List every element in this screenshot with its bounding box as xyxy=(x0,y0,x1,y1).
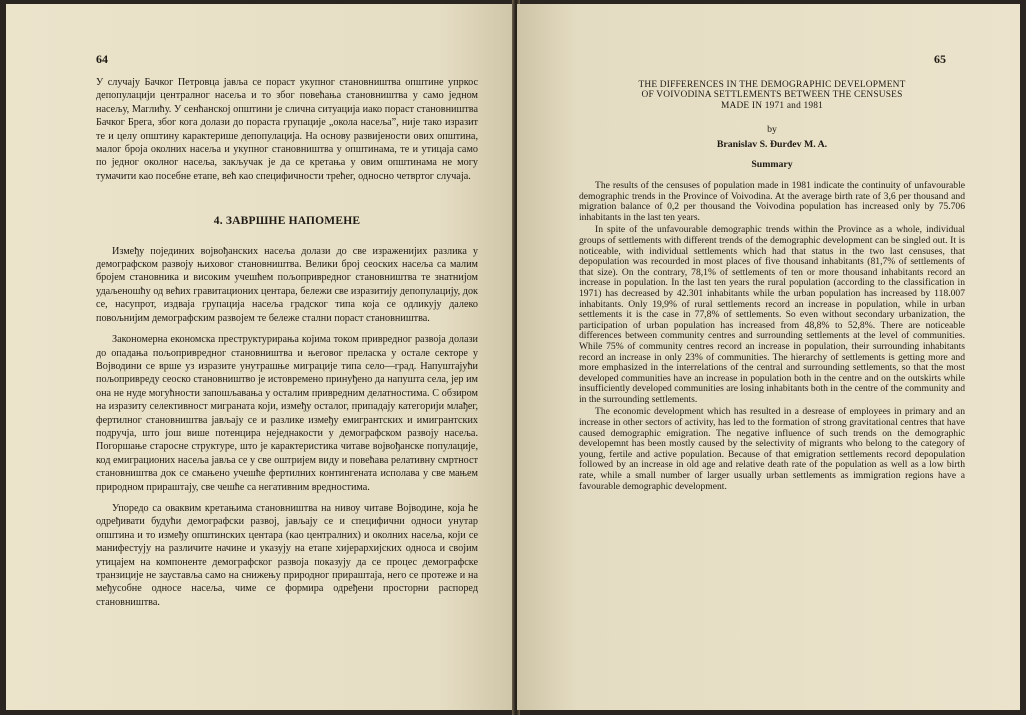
summary-paragraph-2: In spite of the unfavourable demographic trends within the Province as a whole, individual groups of settlements with different trends of the demographic development can be singled out. It is noticeable, with individual settlements which had that status in the two last censuses, that depopulation was recourded in most places of five thousand inhabitants (81,7% of settlements of that size). On the contrary, 78,1% of settlements of ten or more thousand inhabitants record an increase in population. In the last ten years the rural population (according to the classification in 1971) has decreased by 42.301 inhabitants while the urban population has increased by 118.007 inhabitants. Only 19,9% of rural settlements record an increase in population, while in urban settlements it is the case in 77,8% of settlements. So even without secondary urbanization, the participation of urban population has increased from 48,8% to 52,8%. There are noticeable differences between community centres and surrounding settlements at the level of communities. While 75% of community centres record an increase in population, their surrounding inhabitants record an increase in only 23% of communities. The hierarchy of settlements is getting more and more emphasized in the interrelations of the central and surrounding settlements, so that the most developed communities have an increase in population both in the centre and on the outskirts while insufficiently developed communities are losing inhabitants both in the centre of the community and in the surrounding settlements. xyxy=(579,224,965,405)
left-paragraph-3: Закономерна економска преструктурирања којима током привредног развоја долази до опадања пољопривредног становништва и његовог преласка у остале секторе у Војводини се врше уз изразите унутрашње миграције типа село—град. Напуштајући пољопривреду сеоско становништво је истовремено принуђено да напушта села, јер им она не нуде могућности запошљавања у осталим привредним делатностима. С обзиром на изразиту селективност миграната који, између осталог, припадају категорији млађег, фертилног становништва јављају се и разлике између емигрантских и имигрантских подручја, што још више потенцира неједнакости у демографском развоју насеља. Погоршање старосне структуре, што је карактеристика читаве војвођанске популације, код емиграционих насеља јавља се у све оштријем виду и повећава релативну смртност становништва док се смањено учешће фертилних контингената исполава у све мањем природном прираштају, све чешће са негативним вредностима. xyxy=(96,334,478,493)
left-paragraph-2: Између појединих војвођанских насеља долази до све израженијих разлика у демографском развоју њиховог становништва. Велики број сеоских насеља са малим бројем становника и високим учешћем пољопривредног становништва те знатнијом удаљеношћу од већих гравитационих центара, бележи све изразитију депопулацију, док се, насупрот, издваја групација насеља градског типа која се одликују далеко повољнијим демографским развојем те бележе стални пораст становништва. xyxy=(96,245,478,324)
left-page-number: 64 xyxy=(96,52,108,66)
section-heading: 4. ЗАВРШНЕ НАПОМЕНЕ xyxy=(213,215,361,228)
right-page-number: 65 xyxy=(934,52,946,66)
title-line-1: THE DIFFERENCES IN THE DEMOGRAPHIC DEVELOPMENT xyxy=(638,80,906,90)
summary-heading: Summary xyxy=(751,159,793,171)
title-line-2: OF VOIVODINA SETTLEMENTS BETWEEN THE CENSUSES xyxy=(641,90,903,101)
author-name: Branislav S. Đurđev M. A. xyxy=(716,138,828,150)
summary-paragraph-3: The economic development which has resulted in a desrease of employees in primary and an increase in other sectors of activity, has led to the formation of strong gravitational centres that have caused demographic emigration. The negative influence of such trends on the demographic developemnt has been mostly caused by the selectivity of migrants who belong to the category of young, fertile and active population. Because of that emigration settlements record depopulation followed by an increase in old age and relative death rate of the population as well as a low birth rate, while a small number of larger usually urban settlements as immigration regions have a favourable demographic development. xyxy=(579,406,965,492)
summary-paragraph-1: The results of the censuses of population made in 1981 indicate the continuity of unfavourable demographic trends in the Province of Voivodina. At the average birth rate of 3,6 per thousand and migration balance of 0,2 per thousand the Voivodina population has increased only by 75.706 inhabitants in the last ten years. xyxy=(579,180,965,223)
left-page-body xyxy=(96,76,478,617)
right-page xyxy=(517,4,1020,710)
title-line-3: MADE IN 1971 and 1981 xyxy=(720,100,824,111)
left-paragraph-4: Упоредо са оваквим кретањима становништва на нивоу читаве Војводине, која ће одређивати будући демографски развој, јављају се и специфични односи унутар општина и то између општинских центара (као централних) и околних насеља, који се манифестују на различите начине и указују на етапе хијерархијских односа и својим утицајем на компоненте демографског развоја показују да се процес демографске транзиције не зауставља само на снижењу природног прираштаја, него се протеже и на међусобне односе насеља, чиме се формира одређени просторни распоред становништва. xyxy=(96,502,478,608)
article-title xyxy=(579,80,965,111)
left-page xyxy=(6,4,514,710)
right-page-body xyxy=(579,80,965,494)
by-line: by xyxy=(767,124,777,136)
left-paragraph-1: У случају Бачког Петровца јављa се пораст укупног становништва општине упркос депопулацији централног насеља и то због повећања становништва у само једном насељу, Маглићу. У сенћанској општини је слична ситуација иако пораст становништва Бачког Брега, због кога долази до пораста групације „окола насеља”, није тако изразит те и целу општину карактерише депопулација. На основу развијености ових општина, малог броја околних насеља и укупног становништва у општинама, те и утицаја само по једног околног насеља, закључак је да се кретања у овим општинама не могу тумачити као посебне етапе, већ као специфичности трећег, односно четвртог случаја. xyxy=(96,77,478,182)
